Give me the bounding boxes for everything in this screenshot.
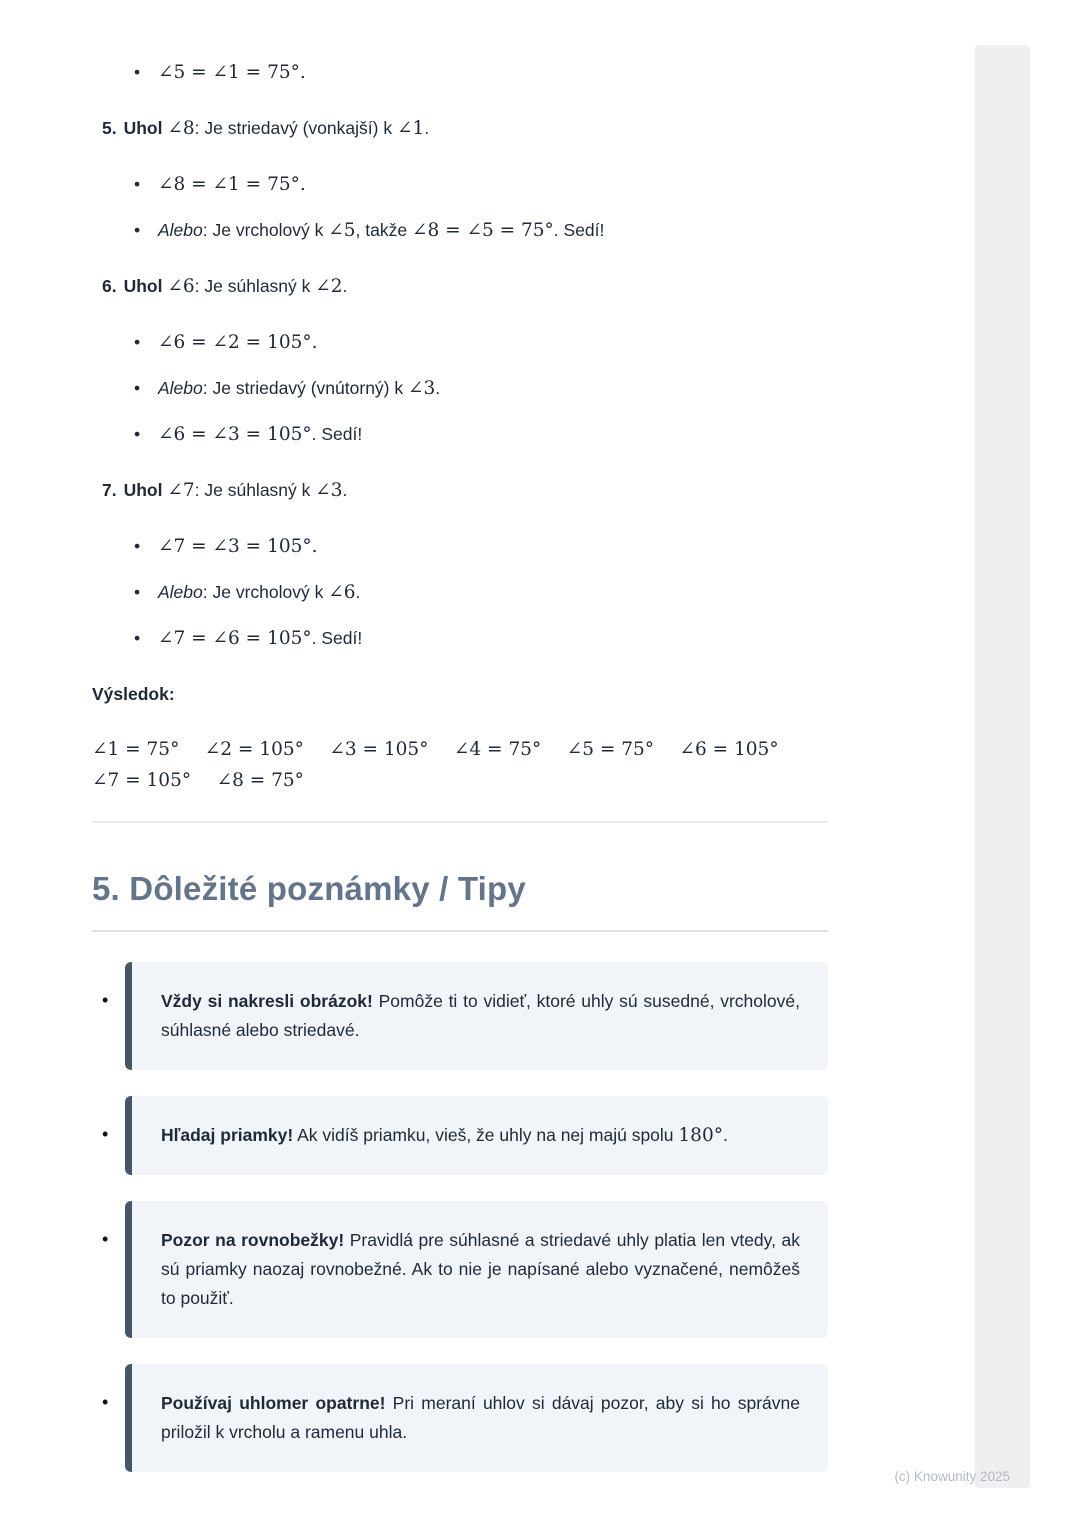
math-segment: ∠6 = ∠3 = 105°: [158, 424, 312, 445]
list-item: [92, 532, 828, 561]
result-equations: [92, 735, 828, 797]
text-segment: .: [424, 118, 430, 138]
equation: ∠3 = 105°: [329, 739, 429, 760]
section-divider: [92, 821, 828, 823]
tip-item: [92, 962, 828, 1070]
text-segment: Uhol: [123, 480, 168, 500]
text-segment: Pri meraní uhlov si dávaj pozor, aby si ho správne priložil k vrcholu a ramenu uhla.: [161, 1393, 800, 1442]
tip-item: [92, 1201, 828, 1338]
list-item: [92, 420, 828, 449]
math-segment: ∠8 = ∠5 = 75°: [411, 220, 554, 241]
math-segment: ∠1: [396, 118, 425, 139]
equation: ∠6 = 105°: [679, 739, 779, 760]
bullet-text: [158, 332, 318, 352]
text-segment: .: [435, 378, 441, 398]
equation: ∠1 = 75°: [92, 739, 180, 760]
tip-callout: [125, 962, 828, 1070]
text-segment: Hľadaj priamky!: [161, 1125, 294, 1145]
list-item: [92, 328, 828, 357]
text-segment: . Sedí!: [311, 424, 363, 444]
text-segment: : Je súhlasný k: [194, 480, 316, 500]
item-number: 5.: [102, 118, 117, 138]
sub-bullet-list: [92, 532, 828, 653]
equation: ∠2 = 105°: [204, 739, 304, 760]
equation: ∠5 = 75°: [566, 739, 655, 760]
tip-text: [161, 1125, 728, 1145]
math-segment: ∠8 = ∠1 = 75°.: [158, 174, 306, 195]
tip-item: [92, 1096, 828, 1175]
text-segment: .: [342, 480, 348, 500]
text-segment: : Je súhlasný k: [194, 276, 316, 296]
text-segment: Používaj uhlomer opatrne!: [161, 1393, 386, 1413]
bullet-text: [158, 628, 362, 648]
math-line: [158, 62, 306, 82]
item-title: [124, 118, 429, 138]
document-page: [92, 58, 828, 1472]
equation: ∠8 = 75°: [216, 770, 304, 791]
tip-callout: [125, 1096, 828, 1175]
bullet-text: [158, 536, 318, 556]
tips-list: [92, 962, 828, 1472]
list-item: [92, 216, 828, 245]
math-segment: ∠6: [328, 582, 356, 603]
math-segment: ∠7 = ∠6 = 105°: [158, 628, 312, 649]
list-item: [92, 374, 828, 403]
math-segment: ∠3: [407, 378, 436, 399]
text-segment: , takže: [355, 220, 412, 240]
math-segment: ∠6 = ∠2 = 105°.: [158, 332, 318, 353]
tip-callout: [125, 1201, 828, 1338]
tip-item: [92, 1364, 828, 1472]
equation: ∠7 = 105°: [92, 770, 192, 791]
list-item: [92, 170, 828, 199]
item-title: [124, 480, 348, 500]
math-segment: ∠3: [315, 480, 343, 501]
math-segment: 180°: [678, 1125, 723, 1146]
tip-text: [161, 1393, 800, 1442]
item-title: [124, 276, 348, 296]
item-number: 6.: [102, 276, 117, 296]
text-segment: Pravidlá pre súhlasné a striedavé uhly platia len vtedy, ak sú priamky naozaj rovnobežné. Ak to nie je napísané alebo vyznačené, nemôžeš to použiť.: [161, 1230, 800, 1308]
tip-callout: [125, 1364, 828, 1472]
sub-bullet-list: [92, 170, 828, 245]
bullet-text: [158, 582, 360, 602]
equation: ∠4 = 75°: [453, 739, 542, 760]
text-segment: Alebo: [158, 378, 203, 398]
bullet-text: [158, 424, 362, 444]
result-label: Výsledok:: [92, 684, 175, 704]
continuation-bullet-list: [92, 58, 828, 87]
math-segment: ∠8: [167, 118, 195, 139]
text-segment: Pomôže ti to vidieť, ktoré uhly sú susedné, vrcholové, súhlasné alebo striedavé.: [161, 991, 800, 1040]
section-heading: 5. Dôležité poznámky / Tipy: [92, 869, 828, 932]
numbered-item: [92, 114, 828, 143]
tip-text: [161, 1230, 800, 1308]
item-number: 7.: [102, 480, 117, 500]
text-segment: Vždy si nakresli obrázok!: [161, 991, 373, 1011]
copyright-notice: (c) Knowunity 2025: [894, 1469, 1010, 1484]
text-segment: . Sedí!: [553, 220, 605, 240]
bullet-text: [158, 174, 306, 194]
text-segment: : Je striedavý (vnútorný) k: [202, 378, 408, 398]
bullet-text: [158, 378, 440, 398]
numbered-item: [92, 476, 828, 505]
scrollbar-track[interactable]: [975, 45, 1030, 1488]
math-segment: ∠5: [328, 220, 356, 241]
math-segment: ∠7: [167, 480, 195, 501]
text-segment: .: [355, 582, 361, 602]
list-item: [92, 578, 828, 607]
sub-bullet-list: [92, 328, 828, 449]
text-segment: Ak vidíš priamku, vieš, že uhly na nej majú spolu: [293, 1125, 679, 1145]
math-segment: ∠2: [315, 276, 343, 297]
math-segment: ∠7 = ∠3 = 105°.: [158, 536, 318, 557]
math-segment: ∠6: [167, 276, 195, 297]
math-segment: ∠5 = ∠1 = 75°.: [158, 62, 306, 83]
text-segment: Uhol: [123, 118, 168, 138]
text-segment: . Sedí!: [311, 628, 363, 648]
text-segment: : Je vrcholový k: [202, 220, 329, 240]
text-segment: Uhol: [123, 276, 168, 296]
text-segment: Alebo: [158, 582, 203, 602]
bullet-text: [158, 220, 604, 240]
numbered-item: [92, 272, 828, 301]
text-segment: .: [342, 276, 348, 296]
text-segment: : Je striedavý (vonkajší) k: [194, 118, 397, 138]
list-item: [92, 624, 828, 653]
text-segment: Alebo: [158, 220, 203, 240]
text-segment: : Je vrcholový k: [202, 582, 329, 602]
text-segment: Pozor na rovnobežky!: [161, 1230, 345, 1250]
tip-text: [161, 991, 800, 1040]
text-segment: .: [722, 1125, 728, 1145]
list-item: [92, 58, 828, 87]
